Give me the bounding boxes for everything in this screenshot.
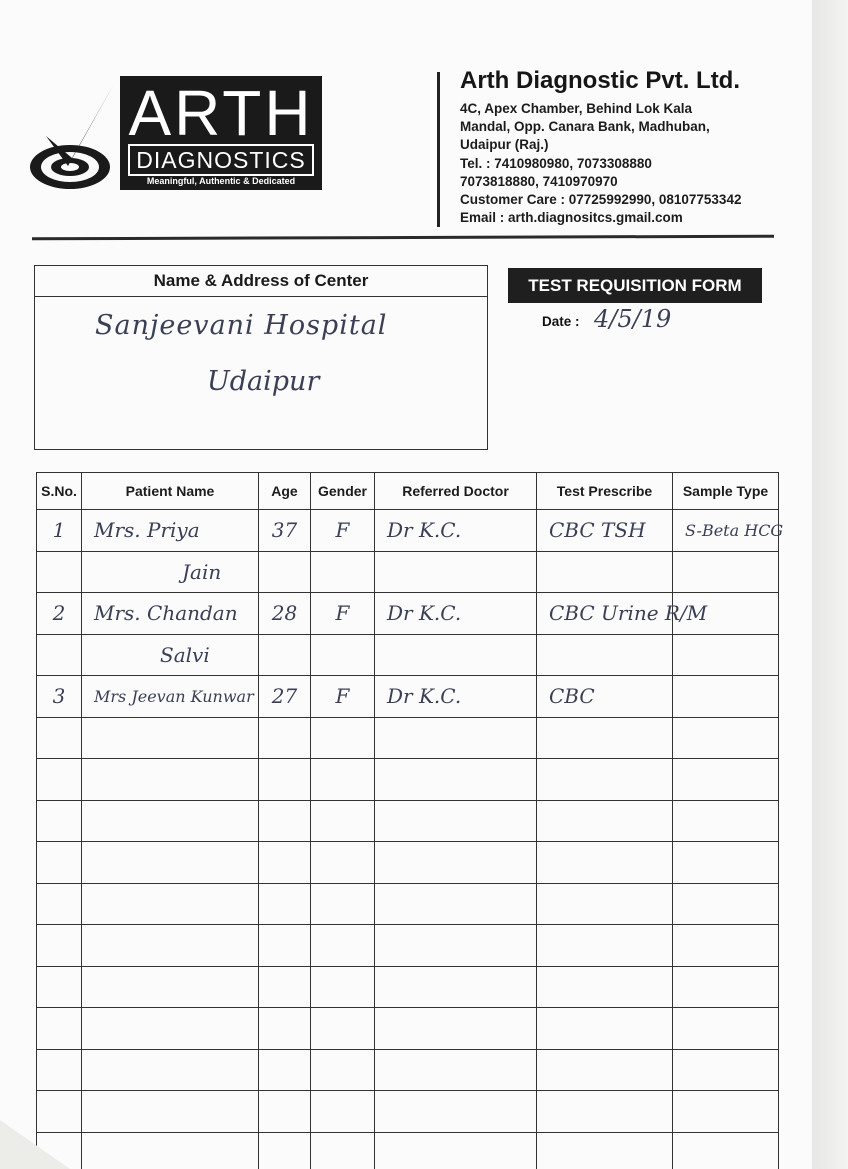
center-address-box [34,265,488,450]
empty-cell [537,717,673,759]
page-fold [0,1120,70,1169]
telephone-line-1: Tel. : 7410980980, 7073308880 [460,155,652,171]
cell-test: CBC TSH [537,510,673,552]
page-edge [812,0,848,1169]
empty-cell [673,717,779,759]
cell-gender: F [311,676,375,718]
empty-cell [673,842,779,884]
empty-cell [311,1132,375,1169]
empty-cell [259,883,311,925]
cell-patient-name: Mrs. Priya [82,510,259,552]
empty-cell [259,966,311,1008]
cell-sno: 3 [37,676,82,718]
empty-cell [311,842,375,884]
empty-cell [537,1008,673,1050]
empty-cell [537,1091,673,1133]
empty-cell [673,759,779,801]
empty-cell [82,1049,259,1091]
table-row [37,593,779,635]
logo-wordmark [120,76,322,190]
empty-table-row [37,1049,779,1091]
empty-cell [37,1049,82,1091]
cell-sample [673,676,779,718]
empty-cell [37,966,82,1008]
company-logo [28,74,324,192]
customer-care: Customer Care : 07725992990, 08107753342 [460,192,742,208]
empty-cell [375,759,537,801]
empty-cell [82,1091,259,1133]
form-title: TEST REQUISITION FORM [508,268,762,303]
cell-patient-name: Mrs. Chandan [82,593,259,635]
empty-table-row [37,883,779,925]
cell-test: CBC [537,676,673,718]
cell-doctor: Dr K.C. [375,593,537,635]
empty-cell [537,759,673,801]
empty-cell [82,717,259,759]
empty-cell [82,966,259,1008]
cell-patient-name-cont: Jain [82,551,259,593]
logo-tagline: Meaningful, Authentic & Dedicated [146,176,296,186]
table-row [37,634,779,676]
patient-table [36,472,784,1169]
cell-age: 28 [259,593,311,635]
header-sample-type: Sample Type [673,473,779,510]
center-city-handwritten: Udaipur [207,366,320,397]
date-value-handwritten: 4/5/19 [594,305,672,333]
empty-cell [311,1049,375,1091]
cell-sno: 2 [37,593,82,635]
company-info [460,66,800,227]
table-row [37,551,779,593]
cell-gender: F [311,593,375,635]
logo-diagnostics: DIAGNOSTICS [128,144,314,176]
empty-cell [82,1008,259,1050]
empty-cell [673,1008,779,1050]
table-row [37,676,779,718]
empty-cell [259,1049,311,1091]
cell-sample: S-Beta HCG [673,510,779,552]
empty-cell [375,883,537,925]
empty-cell [311,800,375,842]
empty-table-row [37,717,779,759]
empty-cell [37,800,82,842]
empty-table-row [37,759,779,801]
empty-cell [673,1049,779,1091]
empty-cell [311,925,375,967]
cell-age: 27 [259,676,311,718]
cell-age: 37 [259,510,311,552]
empty-cell [82,925,259,967]
empty-cell [375,925,537,967]
empty-cell [537,925,673,967]
cell-doctor: Dr K.C. [375,510,537,552]
empty-cell [311,759,375,801]
empty-cell [259,717,311,759]
empty-cell [311,1091,375,1133]
empty-cell [37,842,82,884]
empty-cell [375,800,537,842]
cell-doctor: Dr K.C. [375,676,537,718]
empty-cell [673,800,779,842]
empty-cell [311,966,375,1008]
empty-table-row [37,1132,779,1169]
empty-cell [375,717,537,759]
empty-cell [259,1008,311,1050]
empty-table-row [37,1008,779,1050]
empty-table-row [37,1091,779,1133]
blank-rows [37,717,779,1169]
empty-cell [82,883,259,925]
target-check-icon [28,78,120,192]
header-gender: Gender [311,473,375,510]
address-line-2: Mandal, Opp. Canara Bank, Madhuban, [460,119,710,135]
cell-gender: F [311,510,375,552]
logo-arth: ARTH [128,77,314,149]
empty-cell [375,1049,537,1091]
empty-table-row [37,842,779,884]
empty-cell [537,1132,673,1169]
header-patient-name: Patient Name [82,473,259,510]
empty-cell [537,800,673,842]
cell-patient-name: Mrs Jeevan Kunwar [82,676,259,718]
email-line: Email : arth.diagnositcs.gmail.com [460,210,683,226]
empty-cell [37,717,82,759]
header-sno: S.No. [37,473,82,510]
cell-sno: 1 [37,510,82,552]
empty-cell [375,842,537,884]
empty-cell [673,966,779,1008]
center-name-handwritten: Sanjeevani Hospital [95,310,388,341]
empty-cell [37,759,82,801]
patient-table-wrap [36,472,784,1169]
empty-cell [259,925,311,967]
header-age: Age [259,473,311,510]
empty-cell [375,1132,537,1169]
empty-table-row [37,800,779,842]
empty-cell [82,759,259,801]
empty-cell [673,883,779,925]
empty-cell [537,883,673,925]
telephone-line-2: 7073818880, 7410970970 [460,173,618,189]
table-row [37,510,779,552]
empty-table-row [37,925,779,967]
header-test-prescribe: Test Prescribe [537,473,673,510]
date-label: Date : [542,314,580,329]
empty-cell [311,883,375,925]
empty-table-row [37,966,779,1008]
header-referred-doctor: Referred Doctor [375,473,537,510]
empty-cell [259,1091,311,1133]
empty-cell [259,800,311,842]
empty-cell [259,1132,311,1169]
address-line-3: Udaipur (Raj.) [460,137,549,153]
empty-cell [37,1008,82,1050]
header-divider [437,72,440,227]
empty-cell [37,925,82,967]
cell-patient-name-cont: Salvi [82,634,259,676]
empty-cell [82,842,259,884]
address-line-1: 4C, Apex Chamber, Behind Lok Kala [460,101,693,116]
empty-cell [311,1008,375,1050]
empty-cell [82,1132,259,1169]
empty-cell [259,759,311,801]
center-heading: Name & Address of Center [35,266,487,297]
empty-cell [537,842,673,884]
company-name: Arth Diagnostic Pvt. Ltd. [460,67,741,94]
empty-cell [375,966,537,1008]
empty-cell [673,1132,779,1169]
empty-cell [673,1091,779,1133]
empty-cell [537,1049,673,1091]
cell-test: CBC Urine R/M [537,593,673,635]
empty-cell [537,966,673,1008]
empty-cell [673,925,779,967]
table-header-row [37,473,779,510]
empty-cell [375,1008,537,1050]
empty-cell [311,717,375,759]
empty-cell [259,842,311,884]
empty-cell [375,1091,537,1133]
empty-cell [37,883,82,925]
empty-cell [82,800,259,842]
